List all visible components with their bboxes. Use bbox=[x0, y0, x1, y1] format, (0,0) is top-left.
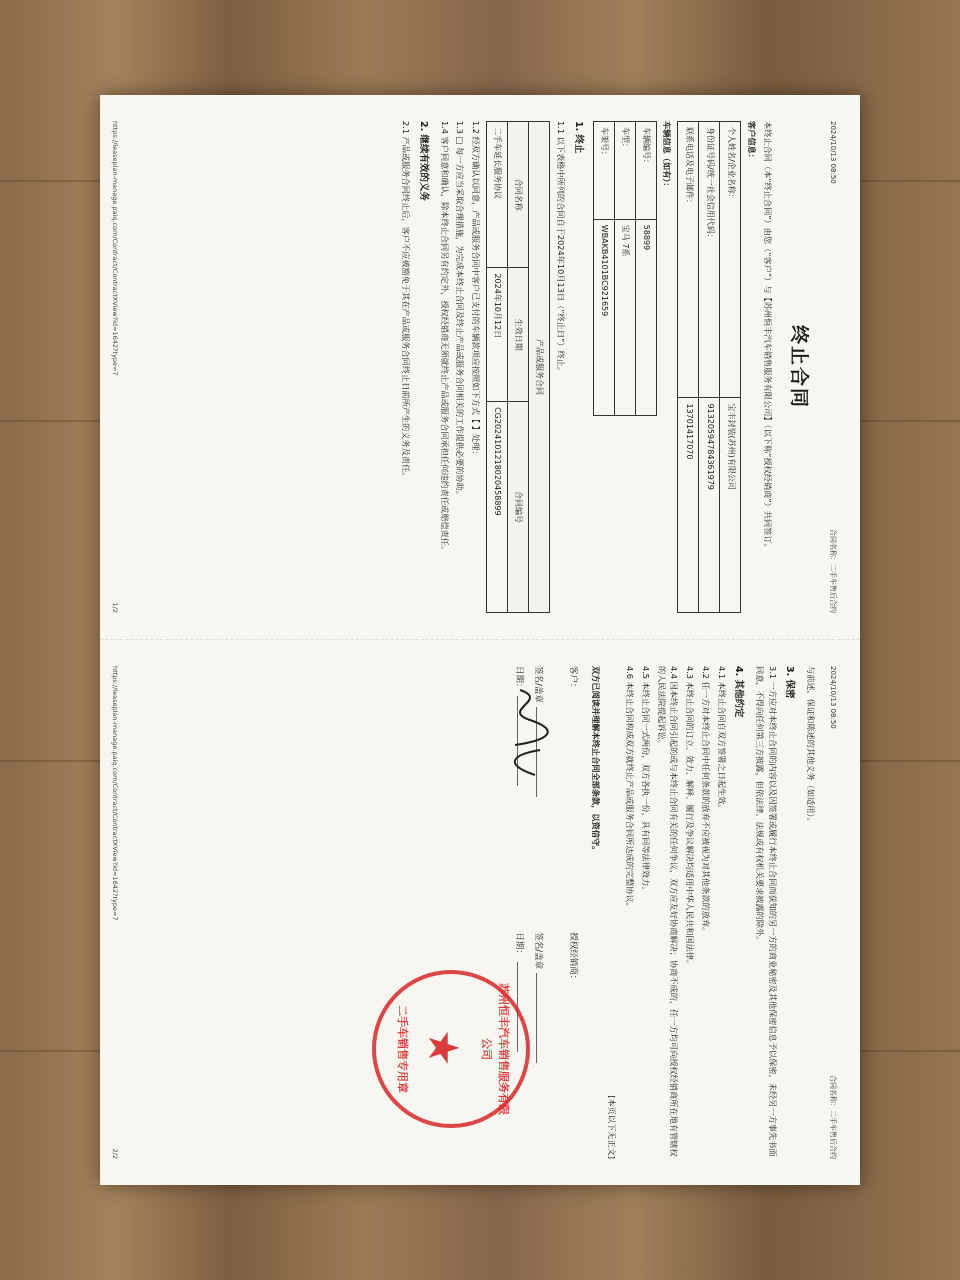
vehicle-model-key: 车型： bbox=[614, 122, 635, 220]
page-header bbox=[827, 666, 838, 1159]
table-row bbox=[720, 122, 741, 613]
dealer-sign-field: 签名/盖章 bbox=[533, 932, 544, 970]
table-row bbox=[699, 122, 720, 613]
intro-paragraph: 本终止合同（本“终止合同”）由您（“客户”）与【苏州恒丰汽车销售服务有限公司】（以下称“授权经销商”）共同签订。 bbox=[762, 121, 773, 552]
clause-1-3: 1.3 □ 每一方应当采取合理措施，为完成本终止合同及终止产品或服务合同相关的工作提供必要的协助。 bbox=[455, 121, 466, 500]
footer-url: https://leaseplan-manage.paiq.com/Contract/ContractXView?id=1642?type=7 bbox=[111, 121, 120, 376]
no-text-below-note: [本页以下无正文] bbox=[606, 1095, 617, 1159]
vehicle-number-value: 58899 bbox=[635, 219, 656, 415]
clause-1-2: 1.2 经双方确认以同意，产品或服务合同中客户已支付的车辆款项应按照如下方式【 】处理： bbox=[471, 121, 482, 459]
vin-value: WBAKB4101BC921659 bbox=[593, 219, 614, 415]
customer-date-field: 日期： bbox=[513, 666, 524, 692]
customer-id-value: 91320594784361979 bbox=[699, 398, 720, 613]
table-row bbox=[593, 122, 614, 416]
vehicle-model-value: 宝马 7系 bbox=[614, 219, 635, 415]
terminated-contract-table bbox=[486, 121, 550, 613]
table-group-header: 产品或服务合同 bbox=[529, 122, 550, 613]
vehicle-info-label: 车辆信息（如有）： bbox=[662, 121, 673, 191]
clause-3-1: 3.1 一方应对本终止合同的内容以及因签署或履行本终止合同而获知的另一方的商业秘密及其他保密信息予以保密，未经另一方事先书面同意，不得向任何第三方披露，但依法律、法规或有权机关要求披露的除外。 bbox=[755, 666, 778, 1157]
customer-name-value: 宝丰封装(苏州)有限公司 bbox=[720, 398, 741, 613]
print-timestamp: 2024/10/13 08:50 bbox=[829, 121, 837, 184]
vehicle-info-table bbox=[593, 121, 657, 416]
table-row bbox=[487, 122, 508, 613]
table-row bbox=[635, 122, 656, 416]
signing-note: 双方已阅读并理解本终止合同全部条款，以资信守。 bbox=[590, 666, 601, 855]
seal-star-icon: ★ bbox=[419, 1029, 468, 1067]
clause-1-1: 1.1 以下表格中所列的合同自于2024年10月13日（“终止日”）终止。 bbox=[555, 121, 566, 376]
customer-info-table bbox=[677, 121, 741, 613]
table-row bbox=[529, 122, 550, 613]
contract-name-header: 合同名称：二手车售后合约 bbox=[829, 1075, 837, 1159]
clause-4-4: 4.4 因本终止合同引起的或与本终止合同有关的任何争议，双方应友好协商解决；协商不成的，任一方均可向授权经销商所在地有管辖权的人民法院提起诉讼。 bbox=[656, 666, 680, 1157]
section-2-heading: 2. 继续有效的义务 bbox=[418, 121, 430, 202]
seal-subtitle: 二手车销售专用章 bbox=[396, 1005, 410, 1093]
page-header bbox=[827, 121, 838, 613]
customer-info-label: 客户信息： bbox=[747, 121, 758, 162]
vehicle-number-key: 车辆编号： bbox=[635, 122, 656, 220]
print-timestamp: 2024/10/13 08:50 bbox=[829, 666, 837, 729]
dealer-date-field: 日期： bbox=[513, 932, 524, 958]
continued-text: 与前述，保证和陈述的其他义务（如适用）。 bbox=[806, 666, 817, 826]
page-footer bbox=[110, 121, 120, 613]
col-contract-number: 合同编号 bbox=[508, 402, 529, 613]
table-row bbox=[508, 122, 529, 613]
col-contract-name: 合同名称 bbox=[508, 122, 529, 268]
clause-4-2: 4.2 任一方对本终止合同中任何条款的放弃不应被视为对其他条款的放弃。 bbox=[700, 666, 711, 936]
clause-4-1: 4.1 本终止合同自双方签署之日起生效。 bbox=[716, 666, 727, 813]
dealer-sign-label: 授权经销商： bbox=[568, 932, 579, 984]
customer-id-key: 身份证号码/统一社会信用代码： bbox=[699, 122, 720, 398]
vin-key: 车架号： bbox=[593, 122, 614, 220]
clause-4-3: 4.3 本终止合同的订立、效力、解释、履行及争议解决均适用中华人民共和国法律。 bbox=[685, 666, 696, 969]
section-4-heading: 4. 其他约定 bbox=[733, 666, 745, 718]
seal-company-name: 苏州恒丰汽车销售服务有限公司 bbox=[479, 983, 510, 1115]
customer-contact-key: 联系电话及电子邮件： bbox=[678, 122, 699, 398]
cell-effective-date: 2024年10月12日 bbox=[487, 268, 508, 402]
clause-1-4: 1.4 客户同意和确认，除本终止合同另有约定外，授权经销商无须就终止产品或服务合同承担任何违约责任或赔偿责任。 bbox=[439, 121, 450, 555]
contract-page-1 bbox=[100, 95, 860, 640]
footer-url: https://leaseplan-manage.paiq.com/Contract/ContractXView?id=1642?type=7 bbox=[111, 666, 120, 921]
contract-page-2 bbox=[100, 640, 860, 1185]
cell-contract-name: 二手车延长服务协议 bbox=[487, 122, 508, 268]
page-footer bbox=[110, 666, 120, 1159]
company-seal bbox=[372, 970, 530, 1128]
customer-sign-label: 客户： bbox=[568, 666, 579, 692]
contract-name-header: 合同名称：二手车售后合约 bbox=[829, 529, 837, 613]
customer-contact-value: 13701417070 bbox=[678, 398, 699, 613]
table-row bbox=[614, 122, 635, 416]
page-number: 2/2 bbox=[111, 1148, 120, 1159]
cell-contract-number: CG2024101218020458899 bbox=[487, 402, 508, 613]
customer-sign-field: 签名/盖章 bbox=[533, 666, 544, 703]
contract-sheet bbox=[100, 95, 860, 1185]
clause-4-6: 4.6 本终止合同构成双方就终止产品或服务合同所达成的完整协议。 bbox=[625, 666, 636, 911]
clause-2-1: 2.1 产品或服务合同终止后，客户不应被豁免于其在产品或服务合同终止日前所产生的义务及责任。 bbox=[401, 121, 412, 481]
page-number: 1/2 bbox=[111, 602, 120, 613]
clause-4-5: 4.5 本终止合同一式两份，双方各执一份，具有同等法律效力。 bbox=[641, 666, 652, 895]
col-effective-date: 生效日期 bbox=[508, 268, 529, 402]
section-1-heading: 1. 终止 bbox=[572, 121, 584, 154]
section-3-heading: 3. 保密 bbox=[784, 666, 796, 699]
customer-name-key: 个人姓名/企业名称： bbox=[720, 122, 741, 398]
handwritten-signature bbox=[490, 680, 560, 790]
document-title: 终止合同 bbox=[788, 324, 811, 409]
table-row bbox=[678, 122, 699, 613]
